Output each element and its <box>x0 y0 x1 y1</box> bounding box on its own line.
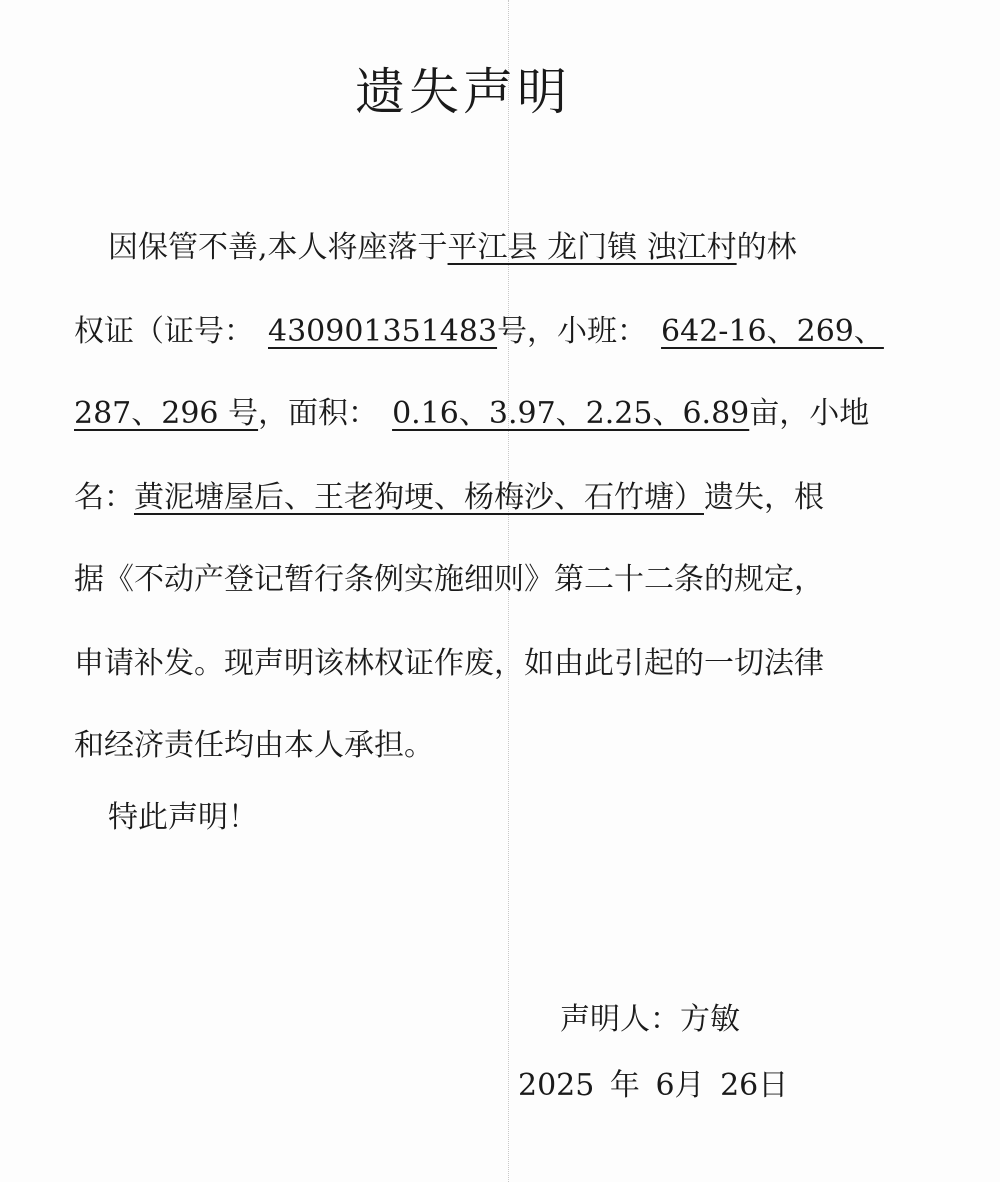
line-1-end: 的林 <box>736 230 797 265</box>
area-values: 0.16、3.97、2.25、6.89 <box>392 396 750 431</box>
date-line <box>518 1056 788 1116</box>
date-month: 6 <box>655 1068 675 1103</box>
location-underlined: 平江县 龙门镇 浊江村 <box>447 230 737 265</box>
body-line-3 <box>74 384 904 444</box>
body-line-2 <box>74 302 904 362</box>
body-line-1 <box>108 218 904 278</box>
body-line-5 <box>74 550 904 610</box>
line-5-text: 据《不动产登记暂行条例实施细则》第二十二条的规定， <box>74 562 824 597</box>
line-3-mid: ，面积： <box>258 396 379 431</box>
date-month-unit: 月 <box>674 1068 705 1103</box>
body-line-7 <box>74 716 904 776</box>
subcompartment-numbers-part1: 642-16、269、 <box>661 314 884 349</box>
line-4-text: 名： <box>74 480 134 515</box>
body-line-4 <box>74 468 904 528</box>
date-day-unit: 日 <box>758 1068 789 1103</box>
date-year: 2025 <box>518 1068 595 1103</box>
date-year-unit: 年 <box>609 1068 640 1103</box>
line-6-text: 申请补发。现声明该林权证作废，如由此引起的一切法律 <box>74 646 824 681</box>
signer-line: 声明人：方敏 <box>560 1002 740 1037</box>
closing-line <box>108 788 938 848</box>
date-day: 26 <box>720 1068 759 1103</box>
document-title: 遗失声明 <box>355 63 571 121</box>
line-7-text: 和经济责任均由本人承担。 <box>74 728 434 763</box>
line-2-mid: 号，小班： <box>497 314 648 349</box>
body-line-6 <box>74 634 904 694</box>
line-4-end: 遗失，根 <box>704 480 824 515</box>
line-3-end: 亩，小地 <box>749 396 870 431</box>
certificate-number: 430901351483 <box>268 314 498 349</box>
subcompartment-numbers-part2: 287、296 号 <box>74 396 259 431</box>
closing-text: 特此声明！ <box>108 800 258 835</box>
place-names: 黄泥塘屋后、王老狗埂、杨梅沙、石竹塘） <box>134 480 704 515</box>
line-2-text: 权证（证号： <box>74 314 254 349</box>
line-1-text: 因保管不善,本人将座落于 <box>108 230 448 265</box>
